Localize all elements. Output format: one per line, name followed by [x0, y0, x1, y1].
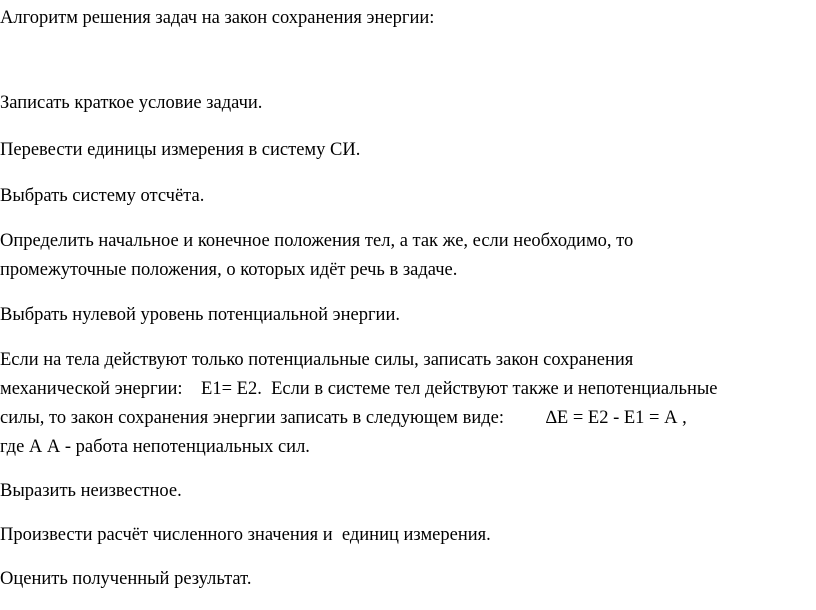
step-express-unknown: Выразить неизвестное. — [0, 481, 182, 501]
step-conservation-law-line-4: где А А - работа непотенциальных сил. — [0, 437, 310, 457]
document-title: Алгоритм решения задач на закон сохранения энергии: — [0, 8, 435, 28]
step-reference-frame: Выбрать систему отсчёта. — [0, 186, 205, 206]
step-positions-line-2: промежуточные положения, о которых идёт речь в задаче. — [0, 260, 458, 280]
step-conservation-law-line-1: Если на тела действуют только потенциальные силы, записать закон сохранения — [0, 350, 634, 370]
step-evaluate: Оценить полученный результат. — [0, 569, 252, 589]
step-calculate: Произвести расчёт численного значения и единиц измерения. — [0, 525, 491, 545]
step-condition: Записать краткое условие задачи. — [0, 93, 263, 113]
step-si-units: Перевести единицы измерения в систему СИ. — [0, 140, 361, 160]
step-positions-line-1: Определить начальное и конечное положения тел, а так же, если необходимо, то — [0, 231, 634, 251]
step-zero-level: Выбрать нулевой уровень потенциальной энергии. — [0, 305, 400, 325]
step-conservation-law-line-2: механической энергии: Е1= Е2. Если в системе тел действуют также и непотенциальные — [0, 379, 718, 399]
step-conservation-law-line-3: силы, то закон сохранения энергии записать в следующем виде: ∆Е = Е2 - Е1 = А , — [0, 408, 687, 428]
